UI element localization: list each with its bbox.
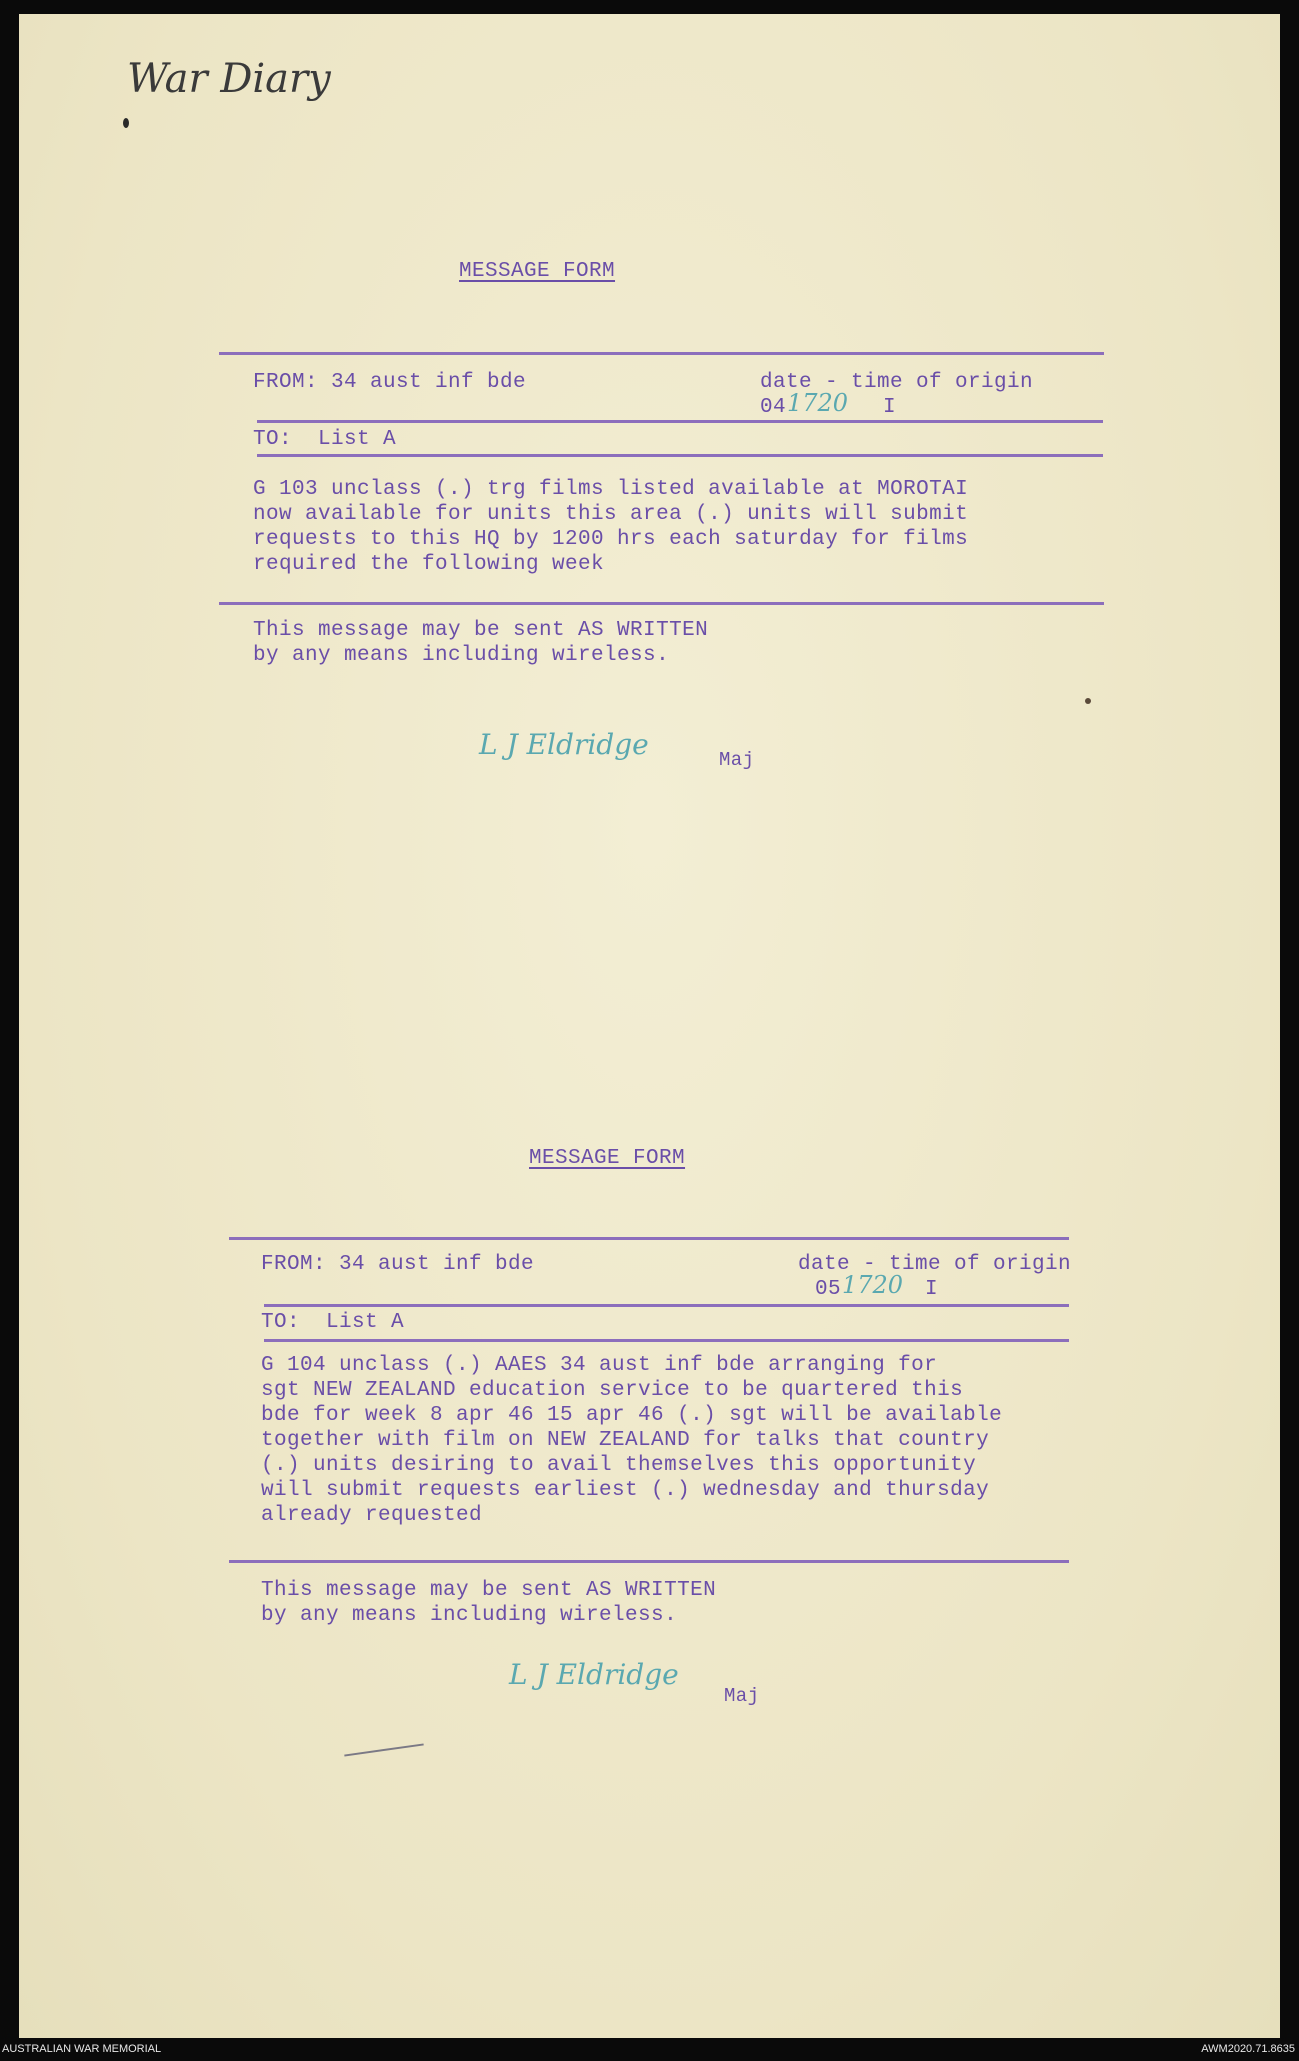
pen-mark xyxy=(344,1743,423,1756)
body-line: requests to this HQ by 1200 hrs each saturday for films xyxy=(253,528,969,551)
body-line: already requested xyxy=(261,1504,483,1527)
form-rule xyxy=(219,602,1104,605)
form-rule xyxy=(257,454,1103,457)
dto-label: date - time of origin xyxy=(760,371,1034,394)
signature: L J Eldridge xyxy=(479,728,649,761)
body-line: (.) units desiring to avail themselves this opportunity xyxy=(261,1454,977,1477)
dto-label: date - time of origin xyxy=(798,1253,1072,1276)
form-rule xyxy=(264,1339,1069,1342)
ink-spot xyxy=(123,118,129,128)
dto-zone: I xyxy=(883,396,897,419)
war-diary-annotation: War Diary xyxy=(127,56,331,102)
from-field: FROM: 34 aust inf bde xyxy=(261,1253,535,1276)
body-line: bde for week 8 apr 46 15 apr 46 (.) sgt will be available xyxy=(261,1404,1003,1427)
body-line: sgt NEW ZEALAND education service to be quartered this xyxy=(261,1379,964,1402)
dto-handwritten-time: 1720 xyxy=(787,389,849,417)
body-line: G 103 unclass (.) trg films listed available at MOROTAI xyxy=(253,478,969,501)
dto-day: 05 xyxy=(815,1278,842,1301)
stain-spot xyxy=(1085,698,1091,704)
form-rule xyxy=(264,1304,1069,1307)
form-title: MESSAGE FORM xyxy=(529,1147,686,1170)
dto-zone: I xyxy=(925,1278,939,1301)
body-line: will submit requests earliest (.) wednesday and thursday xyxy=(261,1479,990,1502)
to-field: TO: List A xyxy=(253,428,397,451)
body-line: together with film on NEW ZEALAND for talks that country xyxy=(261,1429,990,1452)
body-line: now available for units this area (.) units will submit xyxy=(253,503,969,526)
body-line: required the following week xyxy=(253,553,605,576)
rank: Maj xyxy=(724,1685,760,1707)
form-rule xyxy=(219,352,1104,355)
document-page xyxy=(19,14,1280,2038)
dto-day: 04 xyxy=(760,396,787,419)
form-title: MESSAGE FORM xyxy=(459,260,616,283)
body-line: G 104 unclass (.) AAES 34 aust inf bde arranging for xyxy=(261,1354,938,1377)
footer-line: by any means including wireless. xyxy=(253,644,670,667)
signature: L J Eldridge xyxy=(509,1658,679,1691)
from-field: FROM: 34 aust inf bde xyxy=(253,371,527,394)
footer-line: This message may be sent AS WRITTEN xyxy=(261,1579,717,1602)
archive-footer-left: AUSTRALIAN WAR MEMORIAL xyxy=(2,2043,162,2055)
to-field: TO: List A xyxy=(261,1311,405,1334)
form-rule xyxy=(257,420,1103,423)
rank: Maj xyxy=(719,749,755,771)
archive-footer-right: AWM2020.71.8635 xyxy=(1201,2043,1295,2055)
form-rule xyxy=(229,1560,1069,1563)
footer-line: by any means including wireless. xyxy=(261,1604,678,1627)
footer-line: This message may be sent AS WRITTEN xyxy=(253,619,709,642)
dto-handwritten-time: 1720 xyxy=(842,1271,904,1299)
form-rule xyxy=(229,1237,1069,1240)
